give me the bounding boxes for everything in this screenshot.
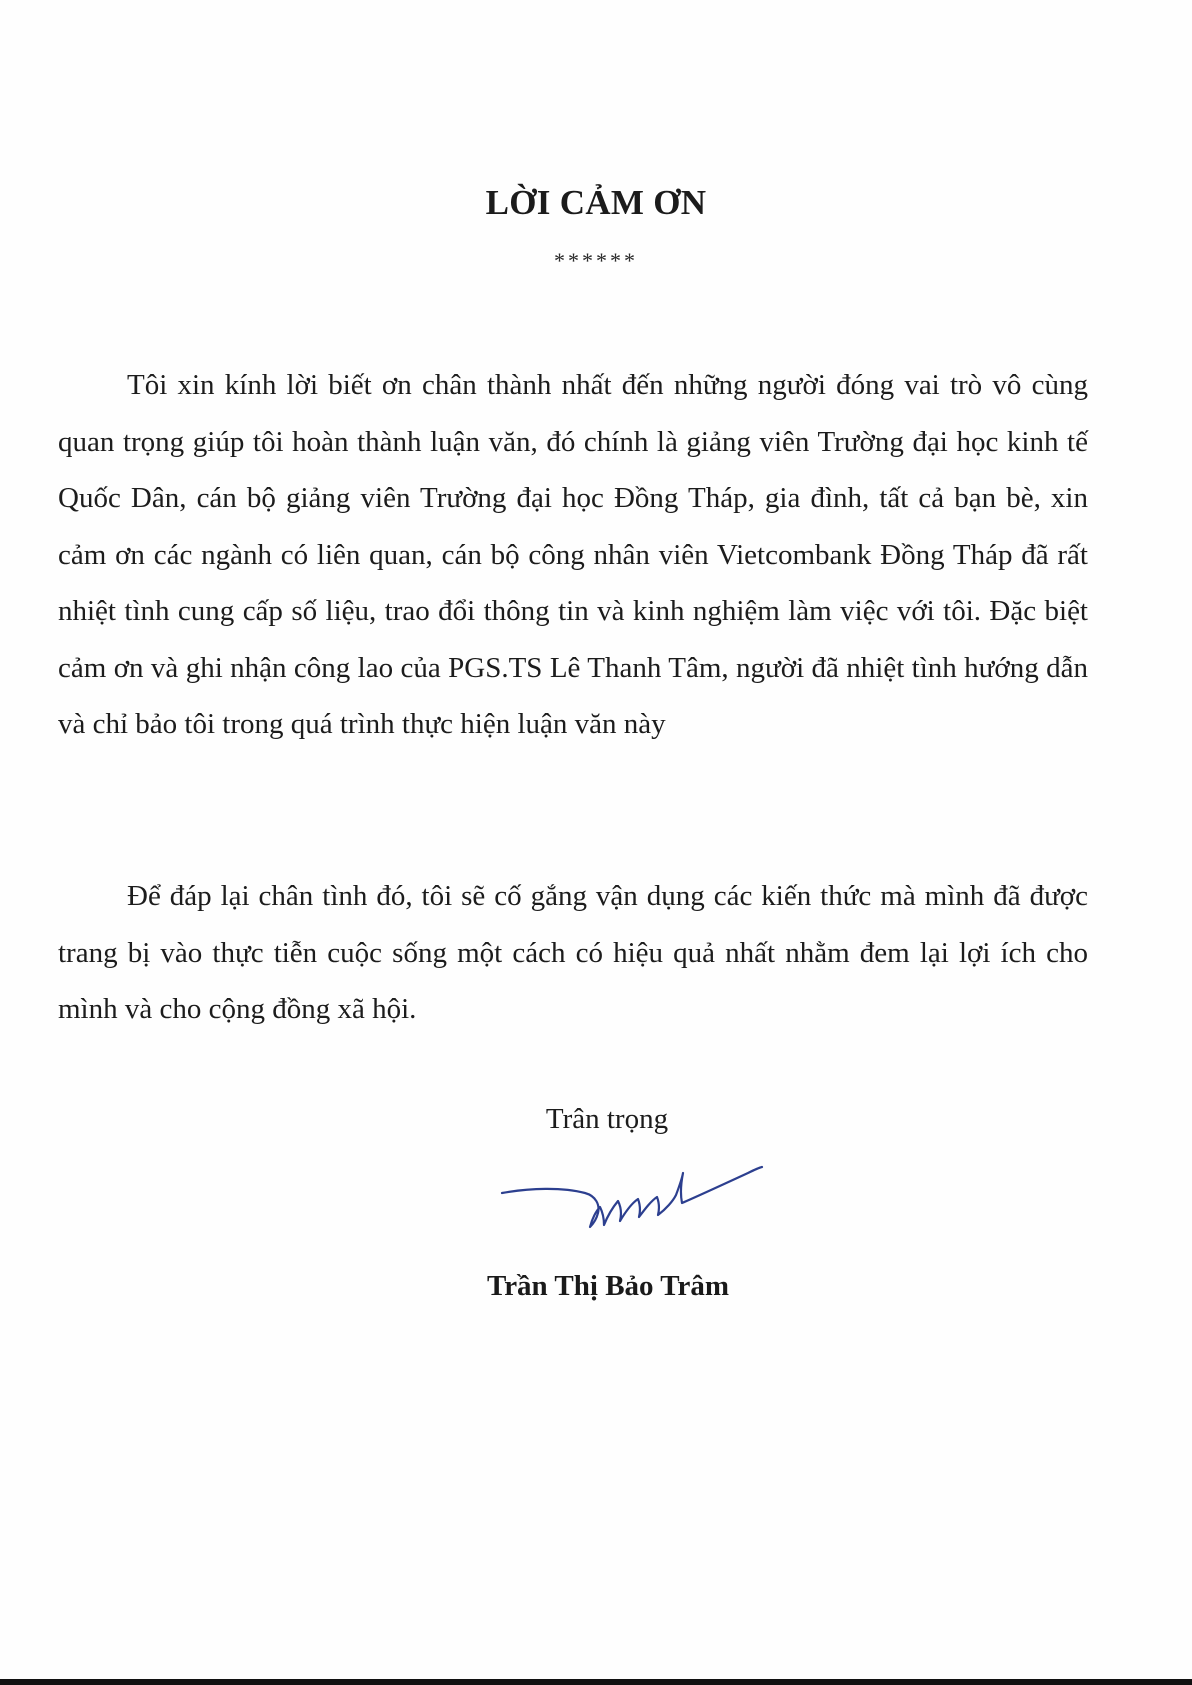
scan-bottom-edge — [0, 1679, 1192, 1685]
page-title: LỜI CẢM ƠN — [485, 183, 707, 222]
paragraph-2: Để đáp lại chân tình đó, tôi sẽ cố gắng vận dụng các kiến thức mà mình đã được trang bị vào thực tiễn cuộc sống một cách có hiệu quả nhất nhằm đem lại lợi ích cho mình và cho cộng đồng xã hội. — [58, 880, 1088, 1025]
paragraph-1: Tôi xin kính lời biết ơn chân thành nhất đến những người đóng vai trò vô cùng quan trọng giúp tôi hoàn thành luận văn, đó chính là giảng viên Trường đại học kinh tế Quốc Dân, cán bộ giảng viên Trường đại học Đồng Tháp, gia đình, tất cả bạn bè, xin cảm ơn các ngành có liên quan, cán bộ công nhân viên Vietcombank Đồng Tháp đã rất nhiệt tình cung cấp số liệu, trao đổi thông tin và kinh nghiệm làm việc với tôi. Đặc biệt cảm ơn và ghi nhận công lao của PGS.TS Lê Thanh Tâm, người đã nhiệt tình hướng dẫn và chỉ bảo tôi trong quá trình thực hiện luận văn này — [58, 369, 1088, 740]
closing-phrase: Trân trọng — [545, 1103, 669, 1135]
signer-name: Trần Thị Bảo Trâm — [487, 1270, 729, 1302]
handwritten-signature — [500, 1155, 770, 1245]
title-separator: ****** — [554, 248, 638, 273]
